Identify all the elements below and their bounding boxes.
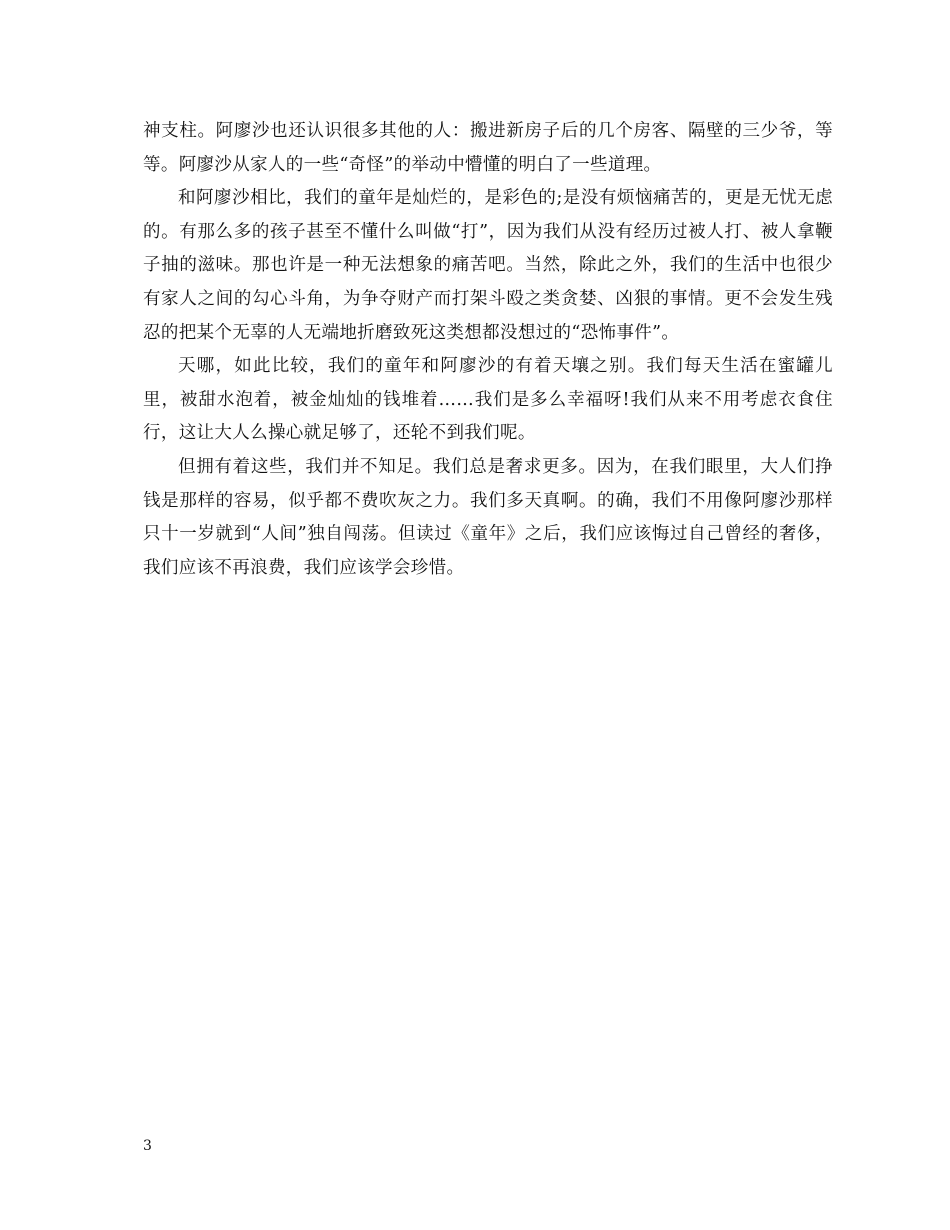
paragraph: 神支柱。阿廖沙也还认识很多其他的人：搬进新房子后的几个房客、隔壁的三少爷，等等。阿廖沙从家人的一些“奇怪”的举动中懵懂的明白了一些道理。 <box>143 121 833 175</box>
document-body <box>143 115 833 585</box>
paragraph: 但拥有着这些，我们并不知足。我们总是奢求更多。因为，在我们眼里，大人们挣钱是那样的容易，似乎都不费吹灰之力。我们多天真啊。的确，我们不用像阿廖沙那样只十一岁就到“人间”独自闯荡。但读过《童年》之后，我们应该悔过自己曾经的奢侈，我们应该不再浪费，我们应该学会珍惜。 <box>143 456 833 578</box>
paragraph: 天哪，如此比较，我们的童年和阿廖沙的有着天壤之别。我们每天生活在蜜罐儿里，被甜水泡着，被金灿灿的钱堆着……我们是多么幸福呀!我们从来不用考虑衣食住行，这让大人么操心就足够了，还轮不到我们呢。 <box>143 356 833 444</box>
paragraph: 和阿廖沙相比，我们的童年是灿烂的，是彩色的;是没有烦恼痛苦的，更是无忧无虑的。有那么多的孩子甚至不懂什么叫做“打”，因为我们从没有经历过被人打、被人拿鞭子抽的滋味。那也许是一种无法想象的痛苦吧。当然，除此之外，我们的生活中也很少有家人之间的勾心斗角，为争夺财产而打架斗殴之类贪婪、凶狠的事情。更不会发生残忍的把某个无辜的人无端地折磨致死这类想都没想过的“恐怖事件”。 <box>143 188 833 343</box>
page-number: 3 <box>143 1138 152 1154</box>
